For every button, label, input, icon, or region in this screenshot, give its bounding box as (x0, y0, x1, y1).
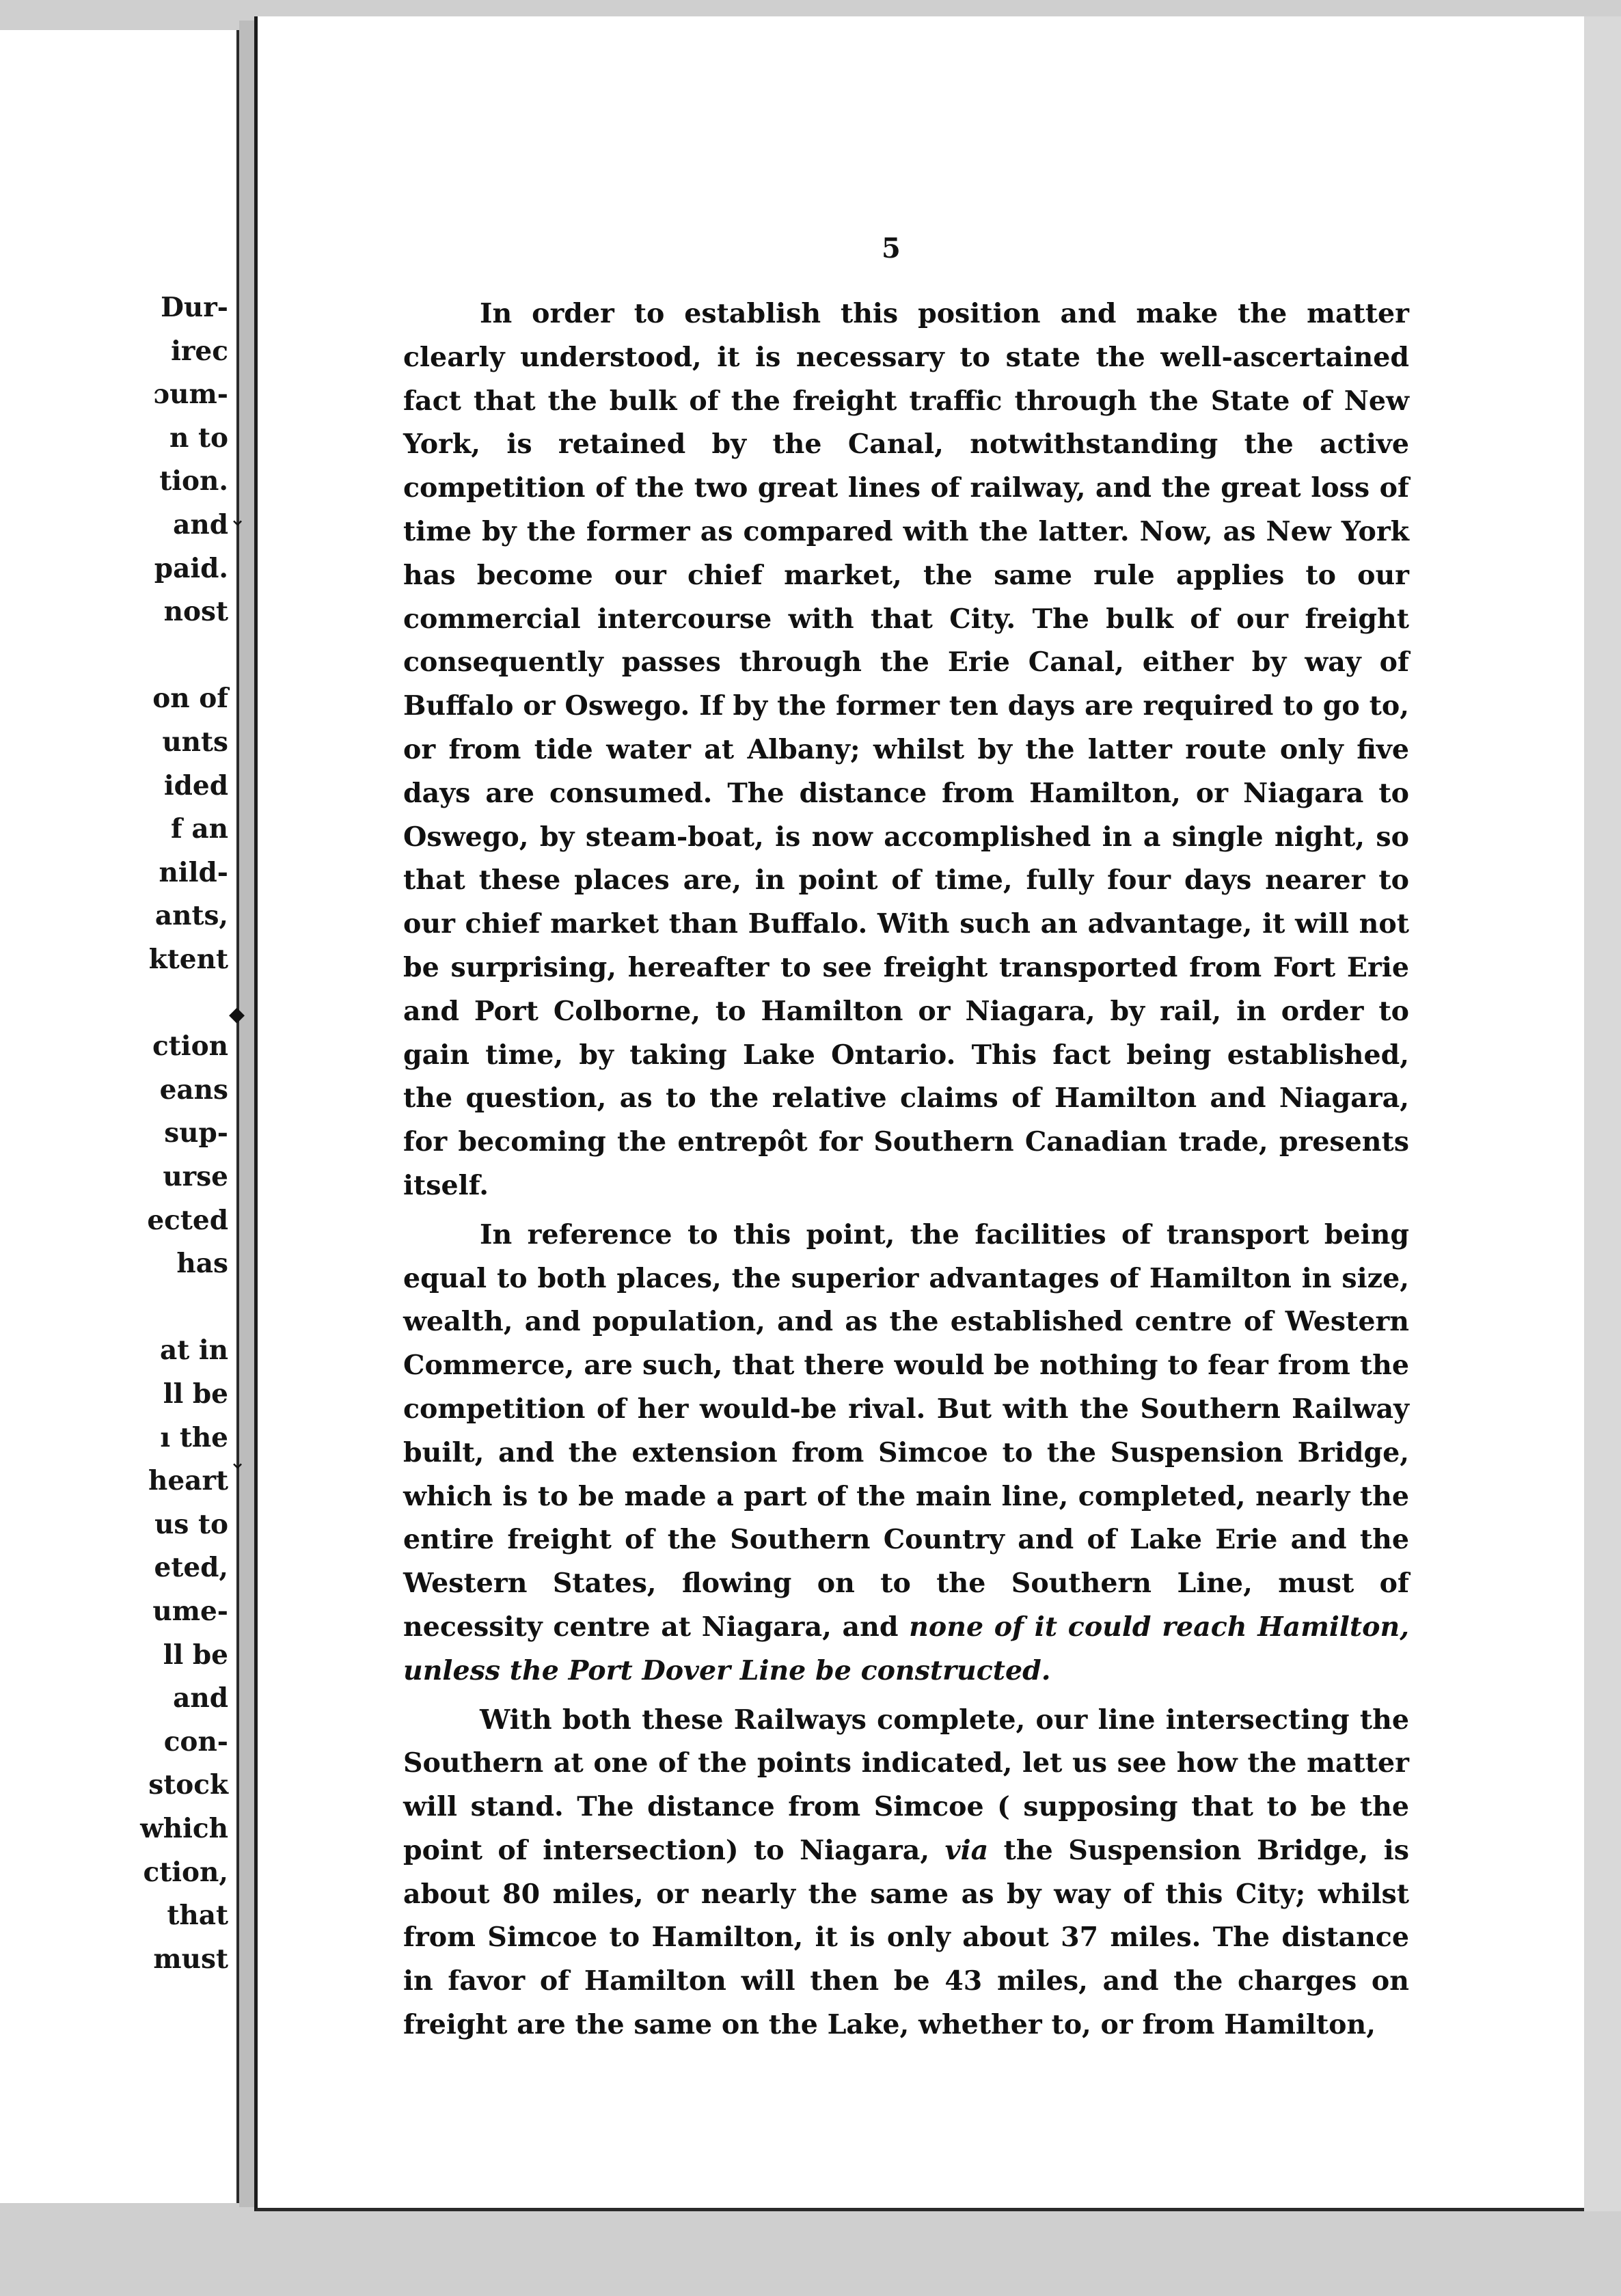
left-facing-page (0, 30, 239, 2203)
left-page-line: heart (148, 1465, 228, 1497)
left-page-line: must (153, 1943, 228, 1975)
left-page-line: f an (171, 813, 228, 845)
left-page-line: ided (163, 769, 228, 802)
left-page-line: ktent (148, 944, 228, 975)
body-paragraph (403, 292, 1409, 1208)
left-page-line: irec (171, 335, 228, 367)
left-page-line: nild- (159, 856, 228, 888)
left-page-line: unts (162, 726, 228, 758)
left-page-line: ı the (160, 1421, 228, 1453)
left-page-line: urse (163, 1161, 228, 1192)
left-page-line: paid. (154, 552, 228, 584)
body-text (403, 292, 1409, 2047)
left-page-line: ll be (163, 1639, 228, 1671)
left-page-line: eted, (154, 1552, 228, 1584)
italic-run: none of it could reach Hamilton, unless the Port Dover Line be constructed. (403, 1611, 1409, 1686)
left-page-line: and (173, 1682, 228, 1714)
text-run: In order to establish this position and make the matter clearly understood, it is necessary to state the well-ascertained fact that the bulk of the freight traffic through the State of New York, is retained by the Canal, notwithstanding the active competition of the two great lines of railway, and the great loss of time by the former as compared with the latter. Now, as New York has become our chief market, the same rule applies to our commercial intercourse with that City. The bulk of our freight consequently passes through the Erie Canal, either by way of Buffalo or Oswego. If by the former ten days are required to go to, or from tide water at Albany; whilst by the latter route only five days are consumed. The distance from Hamilton, or Niagara to Oswego, by steam-boat, is now accomplished in a single night, so that these places are, in point of time, fully four days nearer to our chief market than Buffalo. With such an advantage, it will not be surprising, hereafter to see freight transported from Fort Erie and Port Colborne, to Hamilton or Niagara, by rail, in order to gain time, by taking Lake Ontario. This fact being established, the question, as to the relative claims of Hamilton and Niagara, for becoming the entrepôt for Southern Canadian trade, presents itself. (403, 298, 1409, 1201)
left-page-line: ants, (154, 900, 228, 932)
left-page-line: ɔum- (153, 379, 228, 411)
binding-thread-mark: ⌄ (229, 507, 247, 531)
left-page-line: ction, (143, 1856, 228, 1888)
left-page-line: on of (152, 683, 228, 715)
left-page-line: has (176, 1248, 228, 1280)
text-run: the Suspension Bridge, is about 80 miles, or nearly the same as by way of this City; whilst from Simcoe to Hamilton, it is only about 37 miles. The distance in favor of Hamilton will then be 43 miles, and the charges on freight are the same on the Lake, whether to, or from Hamilton, (403, 1834, 1409, 2041)
body-paragraph (403, 1214, 1409, 1693)
left-page-line: us to (154, 1508, 228, 1540)
left-page-line: tion. (159, 465, 228, 497)
left-page-line: nost (163, 596, 228, 628)
left-page-line: con- (163, 1725, 228, 1758)
left-page-line: n to (169, 422, 228, 454)
left-page-line: sup- (164, 1117, 228, 1149)
left-page-line: ume- (152, 1596, 228, 1627)
page-outer-edge (1584, 16, 1621, 2211)
text-run: In reference to this point, the facilities of transport being equal to both places, the superior advantages of Hamilton in size, wealth, and population, and as the established centre of Western Commerce, are such, that there would be nothing to fear from the competition of her would-be rival. But with the Southern Railway built, and the extension from Simcoe to the Suspension Bridge, which is to be made a part of the main line, completed, nearly the entire freight of the Southern Country and of Lake Erie and the Western States, flowing on to the Southern Line, must of necessity centre at Niagara, and (403, 1218, 1409, 1643)
binding-thread-mark: ◆ (229, 1002, 245, 1026)
page-number: 5 (882, 232, 901, 264)
left-page-line: stock (148, 1769, 228, 1801)
italic-run: via (944, 1834, 989, 1866)
left-page-line: and (173, 509, 228, 541)
left-page-line: eans (159, 1074, 228, 1106)
left-page-line: ll be (163, 1378, 228, 1410)
page-gutter (239, 20, 254, 2207)
left-page-line: that (167, 1900, 228, 1932)
left-page-line: ction (152, 1030, 228, 1063)
left-page-line: at in (159, 1335, 228, 1367)
body-paragraph (403, 1699, 1409, 2047)
text-run: With both these Railways complete, our line intersecting the Southern at one of the points indicated, let us see how the matter will stand. The distance from Simcoe ( supposing that to be the point of intersection) to Niagara, (403, 1704, 1409, 1866)
binding-thread-mark: ⌄ (229, 1450, 247, 1474)
left-page-line: ected (147, 1204, 228, 1236)
left-page-line: Dur- (161, 292, 228, 323)
left-page-line: which (140, 1813, 228, 1844)
